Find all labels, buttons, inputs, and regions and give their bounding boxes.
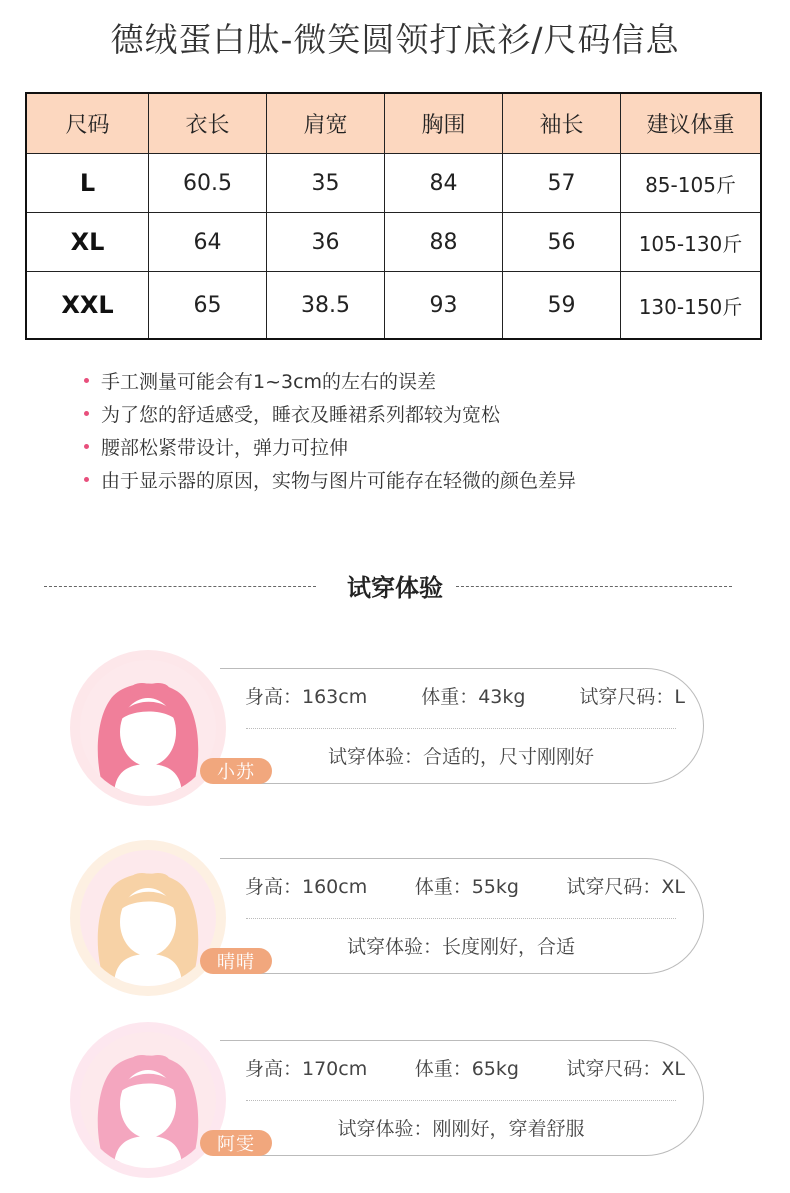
girl-avatar-icon (80, 1032, 216, 1168)
table-cell: 60.5 (149, 154, 267, 213)
reviewer-name-tag: 阿雯 (200, 1130, 272, 1156)
review-divider (246, 728, 676, 729)
review-divider (246, 918, 676, 919)
reviewer-name-tag: 晴晴 (200, 948, 272, 974)
note-item (80, 364, 576, 397)
table-cell: 84 (385, 154, 503, 213)
table-header-cell: 尺码 (27, 94, 149, 154)
review-height: 身高：160cm (245, 876, 368, 898)
table-cell: 59 (503, 272, 621, 338)
review-weight: 体重：55kg (414, 876, 519, 898)
bullet-icon (84, 444, 89, 449)
table-cell: 35 (267, 154, 385, 213)
table-header-cell: 衣长 (149, 94, 267, 154)
avatar (70, 840, 226, 996)
table-cell: 93 (385, 272, 503, 338)
review-stats (245, 682, 685, 709)
table-header-cell: 胸围 (385, 94, 503, 154)
section-title: 试穿体验 (347, 574, 443, 602)
review-size: 试穿尺码：L (579, 686, 685, 708)
table-header-cell: 肩宽 (267, 94, 385, 154)
note-text: 为了您的舒适感受，睡衣及睡裙系列都较为宽松 (101, 404, 501, 426)
avatar (70, 650, 226, 806)
review-weight: 体重：43kg (421, 686, 526, 708)
table-header-cell: 建议体重 (621, 94, 760, 154)
reviewer-name-tag: 小苏 (200, 758, 272, 784)
review-stats (245, 872, 685, 899)
note-item (80, 463, 576, 496)
table-cell-size: L (27, 154, 149, 213)
bullet-icon (84, 411, 89, 416)
note-item (80, 397, 576, 430)
review-weight: 体重：65kg (414, 1058, 519, 1080)
review-height: 身高：170cm (245, 1058, 368, 1080)
review-card (70, 840, 710, 1000)
table-cell: 56 (503, 213, 621, 272)
table-cell: 57 (503, 154, 621, 213)
section-divider-right (456, 586, 732, 587)
note-item (80, 430, 576, 463)
note-text: 由于显示器的原因，实物与图片可能存在轻微的颜色差异 (101, 470, 577, 492)
review-feedback: 试穿体验：长度刚好，合适 (346, 936, 575, 958)
table-cell: 85-105斤 (621, 154, 760, 213)
bullet-icon (84, 477, 89, 482)
notes-list (80, 364, 576, 496)
note-text: 手工测量可能会有1~3cm的左右的误差 (101, 371, 437, 393)
review-feedback: 试穿体验：合适的，尺寸刚刚好 (327, 746, 594, 768)
table-cell-size: XXL (27, 272, 149, 338)
review-divider (246, 1100, 676, 1101)
review-card (70, 650, 710, 810)
size-table (25, 92, 762, 340)
girl-avatar-icon (80, 660, 216, 796)
note-text: 腰部松紧带设计，弹力可拉伸 (101, 437, 349, 459)
table-header-cell: 袖长 (503, 94, 621, 154)
table-cell: 65 (149, 272, 267, 338)
review-stats (245, 1054, 685, 1081)
review-card (70, 1022, 710, 1182)
page-title: 德绒蛋白肽-微笑圆领打底衫/尺码信息 (110, 20, 680, 59)
table-cell: 38.5 (267, 272, 385, 338)
avatar (70, 1022, 226, 1178)
bullet-icon (84, 378, 89, 383)
table-cell-size: XL (27, 213, 149, 272)
table-cell: 88 (385, 213, 503, 272)
review-feedback: 试穿体验：刚刚好，穿着舒服 (337, 1118, 585, 1140)
review-size: 试穿尺码：XL (566, 1058, 685, 1080)
table-cell: 36 (267, 213, 385, 272)
table-cell: 130-150斤 (638, 294, 743, 319)
girl-avatar-icon (80, 850, 216, 986)
table-cell: 64 (149, 213, 267, 272)
review-height: 身高：163cm (245, 686, 368, 708)
review-size: 试穿尺码：XL (566, 876, 685, 898)
table-cell: 105-130斤 (621, 213, 760, 272)
